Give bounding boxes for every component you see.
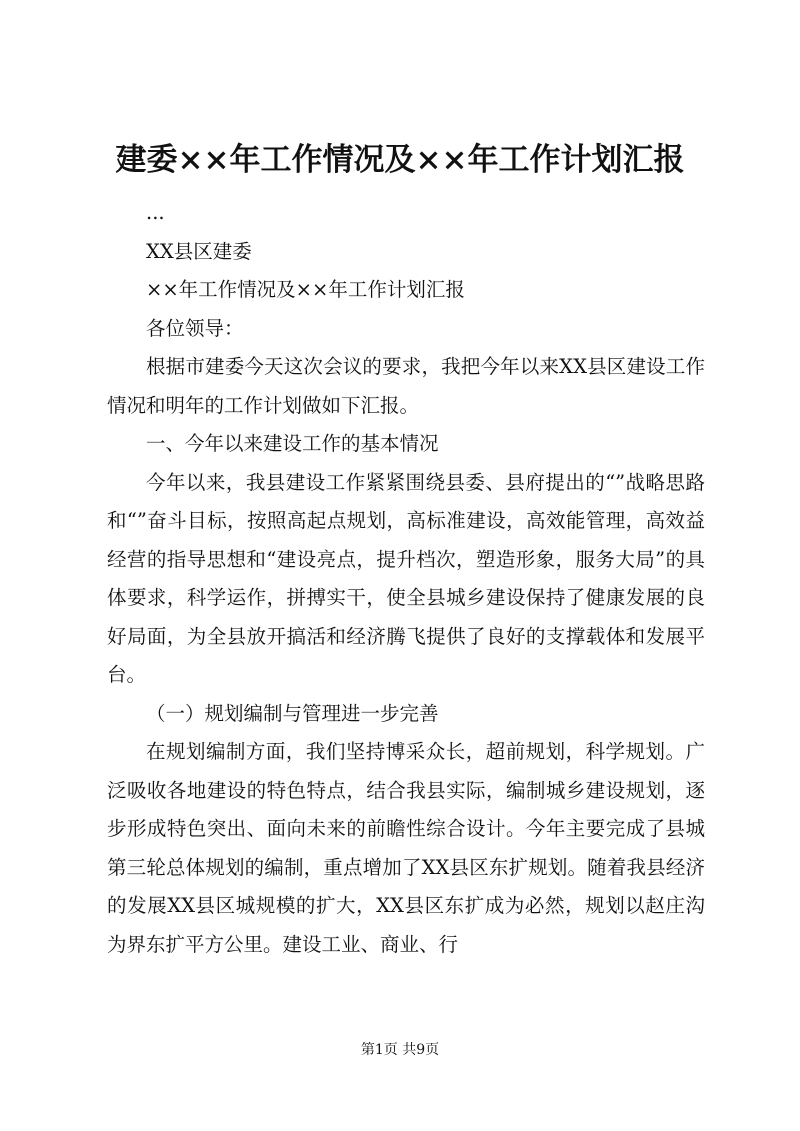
report-subtitle: ××年工作情况及××年工作计划汇报 — [146, 278, 465, 301]
body-paragraph: 今年以来，我县建设工作紧紧围绕县委、县府提出的“”战略思路和“”奋斗目标，按照高起点规划，高标准建设，高效能管理，高效益经营的指导思想和“建设亮点，提升档次，塑造形象，服务大局”的具体要求，科学运作，拼搏实干，使全县城乡建设保持了健康发展的良好局面，为全县放开搞活和经济腾飞提供了良好的支撑载体和发展平台。 — [107, 470, 705, 686]
page-footer: 第1页 共9页 — [360, 1042, 440, 1058]
subsection-heading: （一）规划编制与管理进一步完善 — [146, 701, 439, 725]
body-paragraph: 在规划编制方面，我们坚持博采众长，超前规划，科学规划。广泛吸收各地建设的特色特点，结合我县实际，编制城乡建设规划，逐步形成特色突出、面向未来的前瞻性综合设计。今年主要完成了县城第三轮总体规划的编制，重点增加了XX县区东扩规划。随着我县经济的发展XX县区城规模的扩大，XX县区东扩成为必然，规划以赵庄沟为界东扩平方公里。建设工业、商业、行 — [107, 740, 705, 956]
intro-paragraph: 根据市建委今天这次会议的要求，我把今年以来XX县区建设工作情况和明年的工作计划做如下汇报。 — [107, 355, 705, 417]
document-body — [107, 194, 705, 964]
ellipsis-line: ... — [146, 201, 165, 224]
section-heading: 一、今年以来建设工作的基本情况 — [146, 432, 439, 455]
document-title: 建委××年工作情况及××年工作计划汇报 — [115, 142, 685, 178]
organization-line: XX县区建委 — [146, 239, 252, 263]
salutation: 各位领导： — [146, 316, 244, 340]
